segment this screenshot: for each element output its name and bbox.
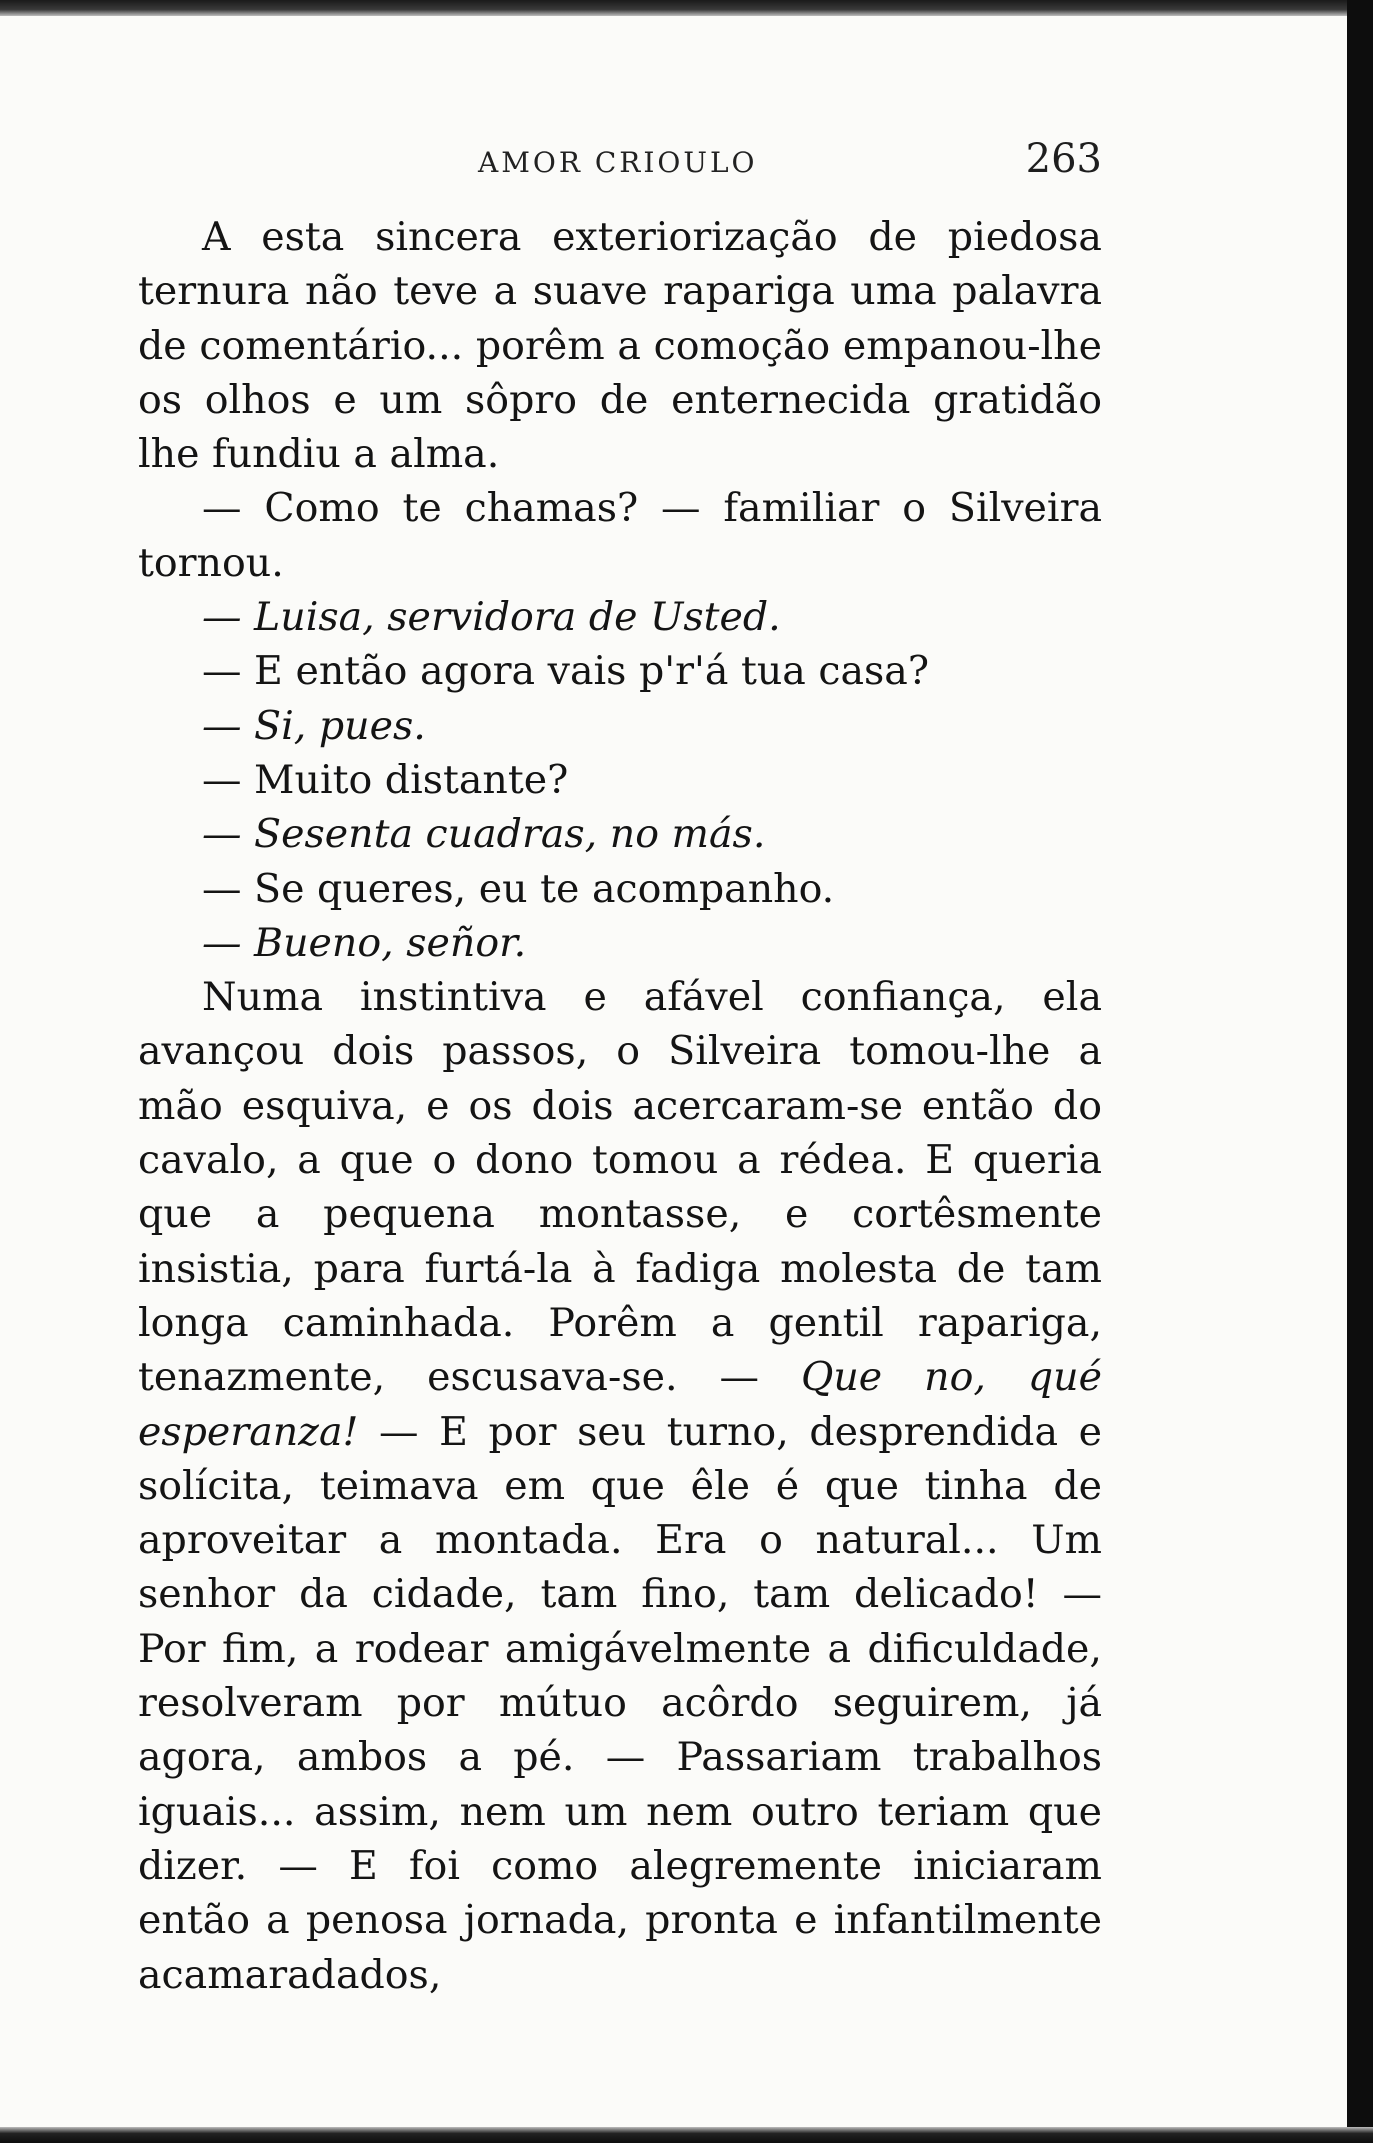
scan-border-right bbox=[1347, 0, 1373, 2143]
paragraph bbox=[138, 970, 1102, 2002]
paragraph: A esta sincera exteriorização de piedosa ternura não teve a suave rapariga uma palavra de comentário... porêm a comoção empanou-lhe os olhos e um sôpro de enternecida gratidão lhe fundiu a alma. bbox=[138, 214, 1102, 478]
scan-border-bottom bbox=[0, 2127, 1373, 2143]
dialogue-line: — Sesenta cuadras, no más. bbox=[202, 811, 766, 858]
dialogue-line: — E então agora vais p'r'á tua casa? bbox=[202, 648, 930, 695]
running-title: AMOR CRIOULO bbox=[478, 146, 758, 179]
paragraph-text: — E por seu turno, desprendida e solícita, teimava em que êle é que tinha de aproveitar a montada. Era o natural... Um senhor da cidade, tam fino, tam delicado! — Por fim, a rodear amigávelmente a dificuldade, resolveram por mútuo acôrdo seguirem, já agora, ambos a pé. — Passariam trabalhos iguais... assim, nem um nem outro teriam que dizer. — E foi como alegremente iniciaram então a penosa jornada, pronta e infantilmente acamaradados, bbox=[138, 1408, 1102, 1998]
dialogue-line: — Bueno, señor. bbox=[202, 919, 527, 966]
dialogue-line: — Luisa, servidora de Usted. bbox=[202, 594, 781, 641]
page-number: 263 bbox=[1025, 136, 1102, 182]
paragraph-text: Numa instintiva e afável confiança, ela avançou dois passos, o Silveira tomou-lhe a mão esquiva, e os dois acercaram-se então do cavalo, a que o dono tomou a rédea. E queria que a pequena montasse, e cortêsmente insistia, para furtá-la à fadiga molesta de tam longa caminhada. Porêm a gentil rapariga, tenazmente, escusava-se. — bbox=[138, 974, 1102, 1401]
dialogue-line: — Si, pues. bbox=[202, 702, 426, 749]
paragraph: — Como te chamas? — familiar o Silveira tornou. bbox=[138, 485, 1102, 586]
scan-border-top bbox=[0, 0, 1373, 16]
dialogue-line: — Muito distante? bbox=[202, 756, 569, 803]
body-text bbox=[138, 210, 1102, 2002]
running-head bbox=[138, 128, 1102, 188]
dialogue-line: — Se queres, eu te acompanho. bbox=[202, 865, 835, 912]
book-page bbox=[138, 128, 1102, 2002]
italic-quote: Que no, qué esperanza! bbox=[138, 1354, 1102, 1455]
